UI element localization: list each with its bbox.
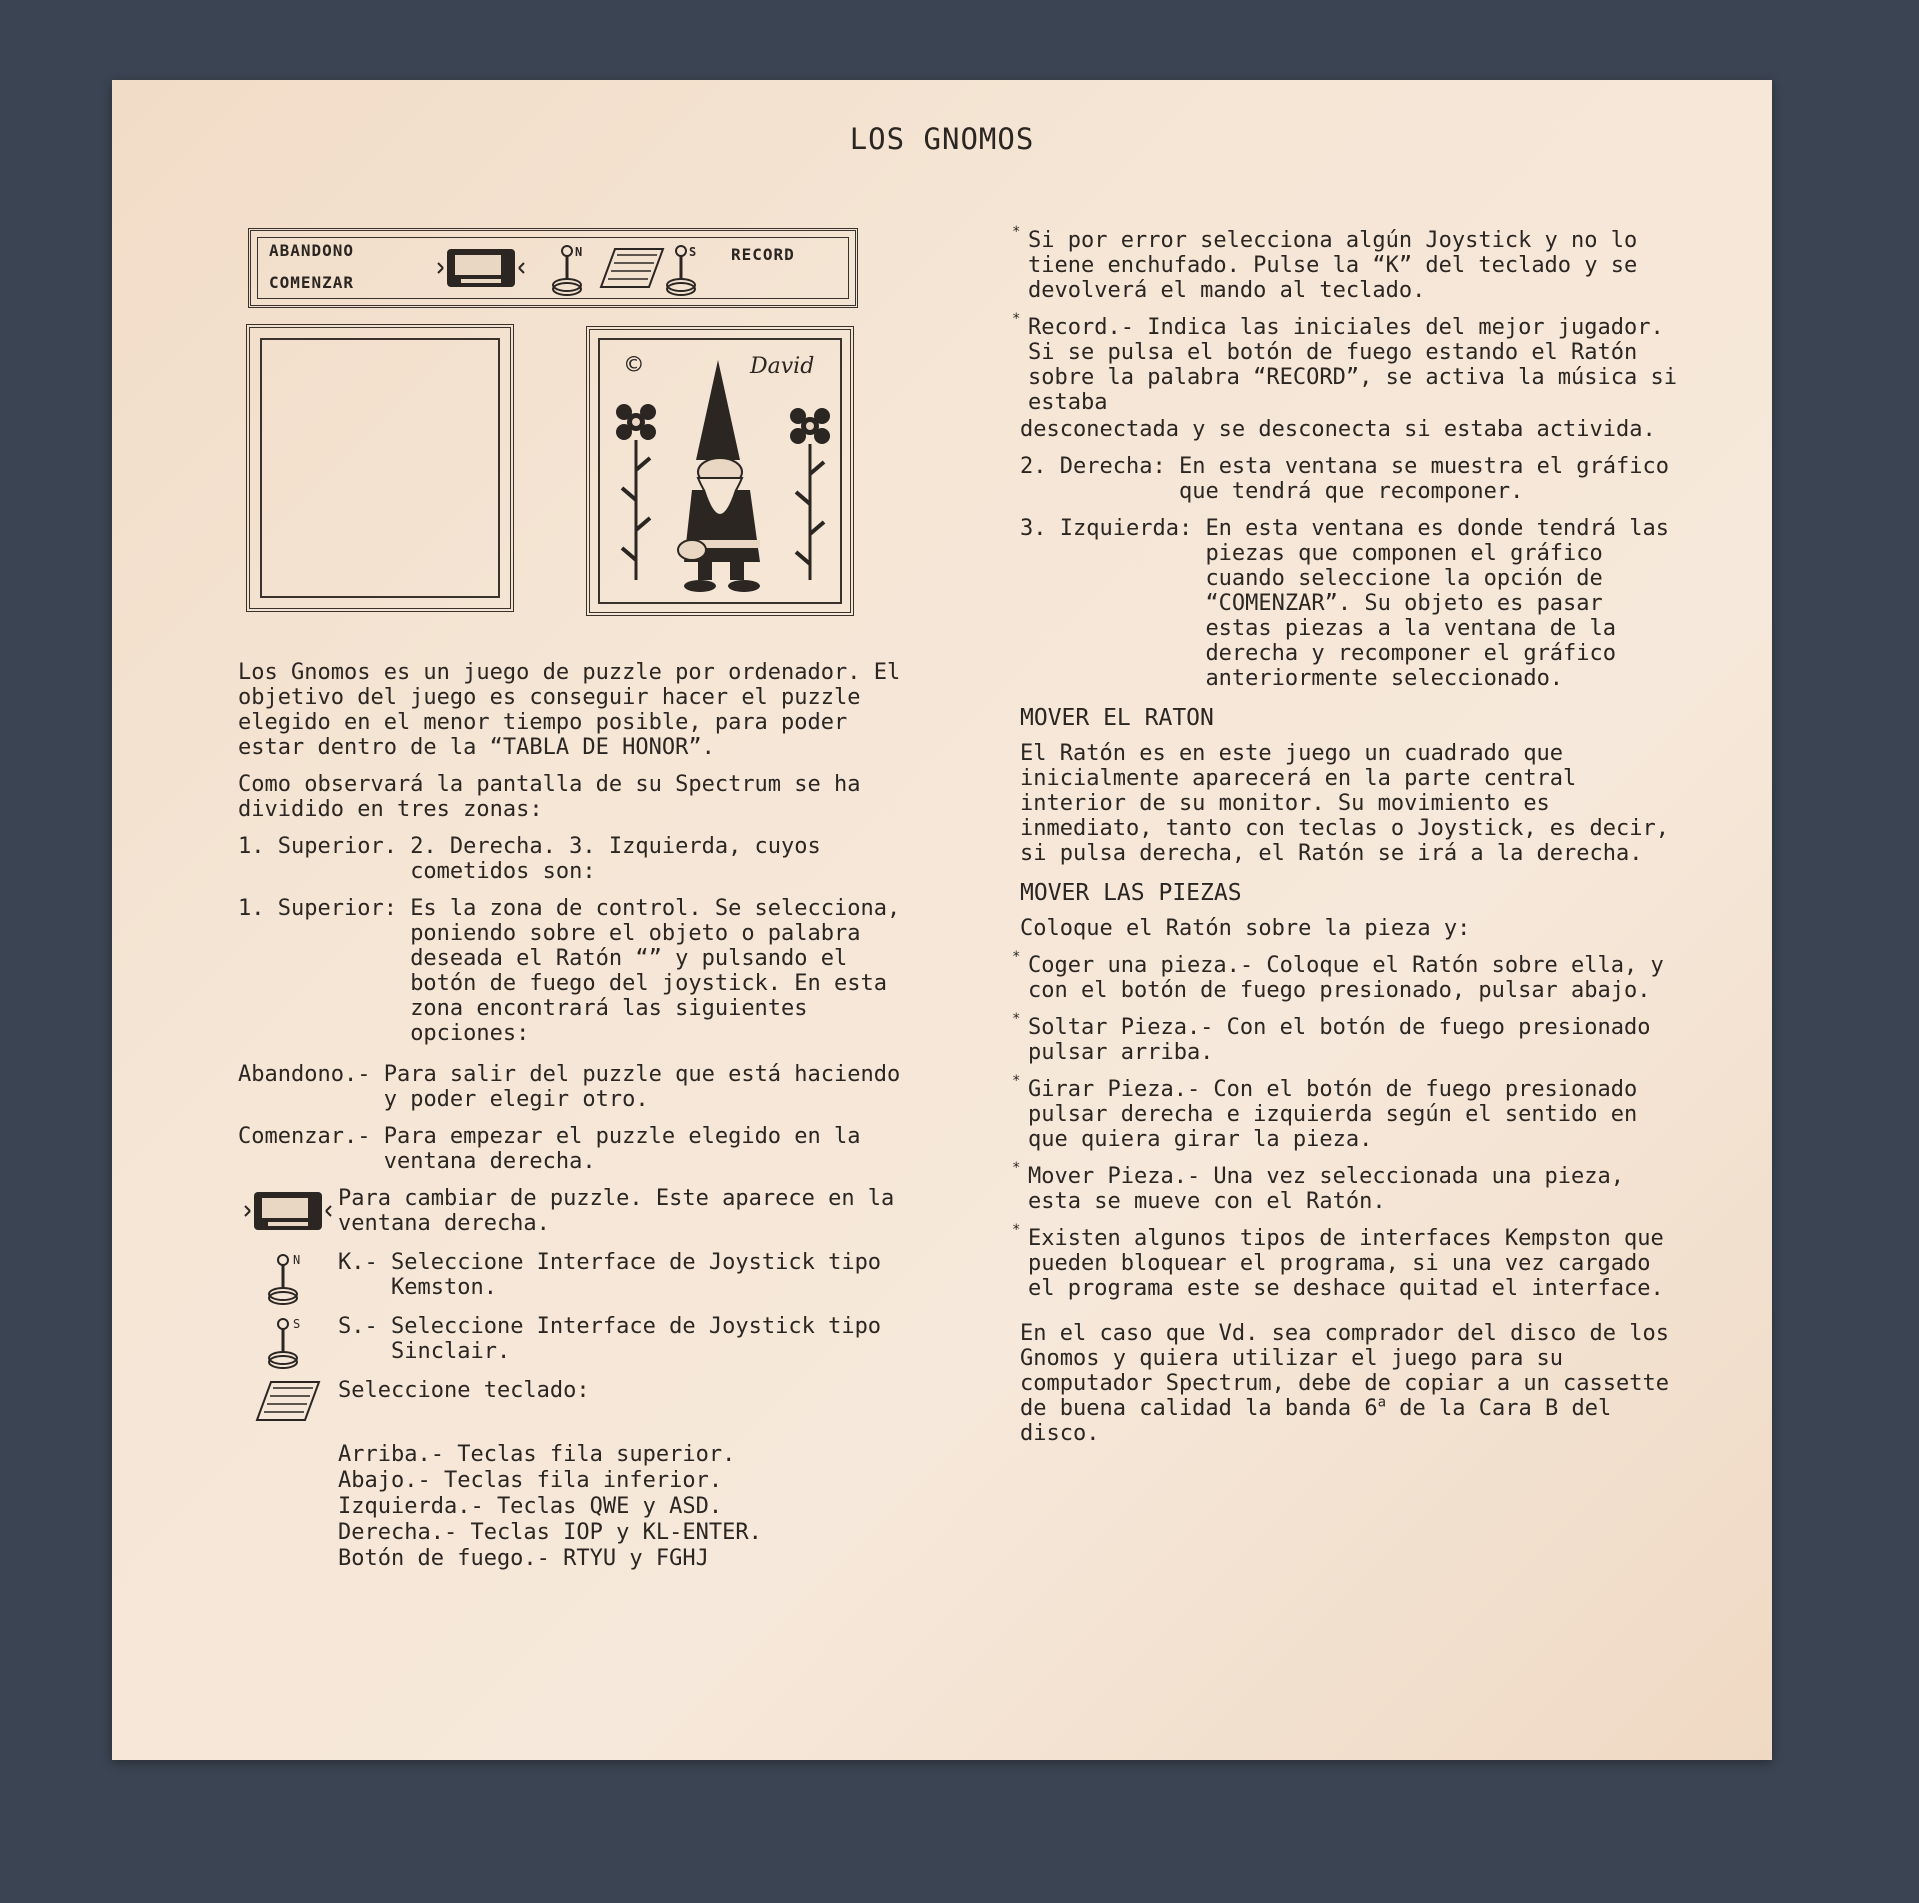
control-banner: [248, 228, 858, 308]
final-paragraph: En el caso que Vd. sea comprador del disco de los Gnomos y quiera utilizar el juego para su computador Spectrum, debe de copiar a un cassette de buena calidad la banda 6$^a$ de la Cara B del disco.: [1020, 1321, 1670, 1446]
right-column: [1020, 228, 1680, 1458]
gnome-illustration: [600, 340, 842, 604]
existen-note: * Existen algunos tipos de interfaces Kempston que pueden bloquear el programa, si una vez cargado el programa este se deshace quitad el interface.: [1020, 1226, 1680, 1301]
cambiar-option: Para cambiar de puzzle. Este aparece en la ventana derecha.: [238, 1186, 908, 1236]
banner-comenzar: COMENZAR: [269, 273, 355, 292]
joystick-sinclair-icon: [665, 241, 709, 297]
key-item: Arriba.- Teclas fila superior.: [338, 1442, 736, 1467]
joystick-kempston-icon: [551, 241, 595, 297]
record-note: * Record.- Indica las iniciales del mejor jugador. Si se pulsa el botón de fuego estando el Ratón sobre la palabra “RECORD”, se activa la música si estaba: [1020, 315, 1680, 415]
key-item: Botón de fuego.- RTYU y FGHJ: [338, 1546, 709, 1571]
banner-abandono: ABANDONO: [269, 241, 355, 260]
coloque-text: Coloque el Ratón sobre la pieza y:: [1020, 916, 1471, 941]
keyboard-icon: [253, 1378, 323, 1424]
computer-icon: [242, 1186, 334, 1236]
superior-description: 1. Superior: Es la zona de control. Se selecciona, poniendo sobre el objeto o palabra deseada el Ratón “” y pulsando el botón de fuego del joystick. En esta zona encontrará las siguientes opciones:: [238, 896, 901, 1046]
joystick-k-mark: N: [575, 245, 584, 259]
left-puzzle-window: [246, 324, 514, 612]
girar-note: * Girar Pieza.- Con el botón de fuego presionado pulsar derecha e izquierda según el sentido en que quiera girar la pieza.: [1020, 1077, 1680, 1152]
kempston-option: N K.- Seleccione Interface de Joystick tipo Kemston.: [238, 1250, 908, 1300]
mover-note: * Mover Pieza.- Una vez seleccionada una pieza, esta se mueve con el Ratón.: [1020, 1164, 1680, 1214]
soltar-note: * Soltar Pieza.- Con el botón de fuego presionado pulsar arriba.: [1020, 1015, 1680, 1065]
zones-intro: Como observará la pantalla de su Spectrum se ha dividido en tres zonas:: [238, 772, 861, 822]
left-column: [238, 660, 908, 1572]
izquierda-description: 3. Izquierda: En esta ventana es donde tendrá las piezas que componen el gráfico cuando seleccione la opción de “COMENZAR”. Su objeto es pasar estas piezas a la ventana de la derecha y recomponer el gráfico anteriormente seleccionado.: [1020, 516, 1670, 691]
copyright-mark: ©: [626, 350, 642, 380]
keyboard-icon: [597, 245, 667, 291]
intro-paragraph: Los Gnomos es un juego de puzzle por ordenador. El objetivo del juego es conseguir hacer el puzzle elegido en el menor tiempo posible, para poder estar dentro de la “TABLA DE HONOR”.: [238, 660, 901, 760]
key-list: [338, 1442, 908, 1572]
computer-icon: [435, 243, 527, 293]
record-note-cont: desconectada y se desconecta si estaba activida.: [1020, 417, 1656, 442]
page-title: LOS GNOMOS: [849, 122, 1035, 156]
mover-raton-text: El Ratón es en este juego un cuadrado que inicialmente aparecerá en la parte central interior de su monitor. Su movimiento es inmediato, tanto con teclas o Joystick, es decir, si pulsa derecha, el Ratón se irá a la derecha.: [1020, 741, 1670, 866]
zones-list: 1. Superior. 2. Derecha. 3. Izquierda, cuyos cometidos son:: [238, 834, 821, 884]
derecha-description: 2. Derecha: En esta ventana se muestra el gráfico que tendrá que recomponer.: [1020, 454, 1670, 504]
svg-text:S: S: [293, 1317, 301, 1331]
manual-sheet: [112, 80, 1772, 1760]
abandono-description: Abandono.- Para salir del puzzle que está haciendo y poder elegir otro.: [238, 1062, 901, 1112]
key-item: Abajo.- Teclas fila inferior.: [338, 1468, 723, 1493]
right-preview-window: [586, 326, 854, 616]
sinclair-option: S S.- Seleccione Interface de Joystick tipo Sinclair.: [238, 1314, 908, 1364]
joystick-kempston-icon: [263, 1250, 313, 1306]
key-item: Derecha.- Teclas IOP y KL-ENTER.: [338, 1520, 762, 1545]
teclado-option: Seleccione teclado:: [238, 1378, 908, 1428]
comenzar-description: Comenzar.- Para empezar el puzzle elegido en la ventana derecha.: [238, 1124, 861, 1174]
signature-text: David: [750, 354, 815, 379]
svg-text:N: N: [293, 1253, 301, 1267]
joystick-s-mark: S: [689, 245, 698, 259]
coger-note: * Coger una pieza.- Coloque el Ratón sobre ella, y con el botón de fuego presionado, pulsar abajo.: [1020, 953, 1680, 1003]
joystick-sinclair-icon: [263, 1314, 313, 1370]
banner-record: RECORD: [731, 245, 795, 264]
joystick-note: * Si por error selecciona algún Joystick y no lo tiene enchufado. Pulse la “K” del teclado y se devolverá el mando al teclado.: [1020, 228, 1680, 303]
mover-piezas-heading: MOVER LAS PIEZAS: [1020, 880, 1242, 906]
key-item: Izquierda.- Teclas QWE y ASD.: [338, 1494, 723, 1519]
mover-raton-heading: MOVER EL RATON: [1020, 705, 1214, 731]
